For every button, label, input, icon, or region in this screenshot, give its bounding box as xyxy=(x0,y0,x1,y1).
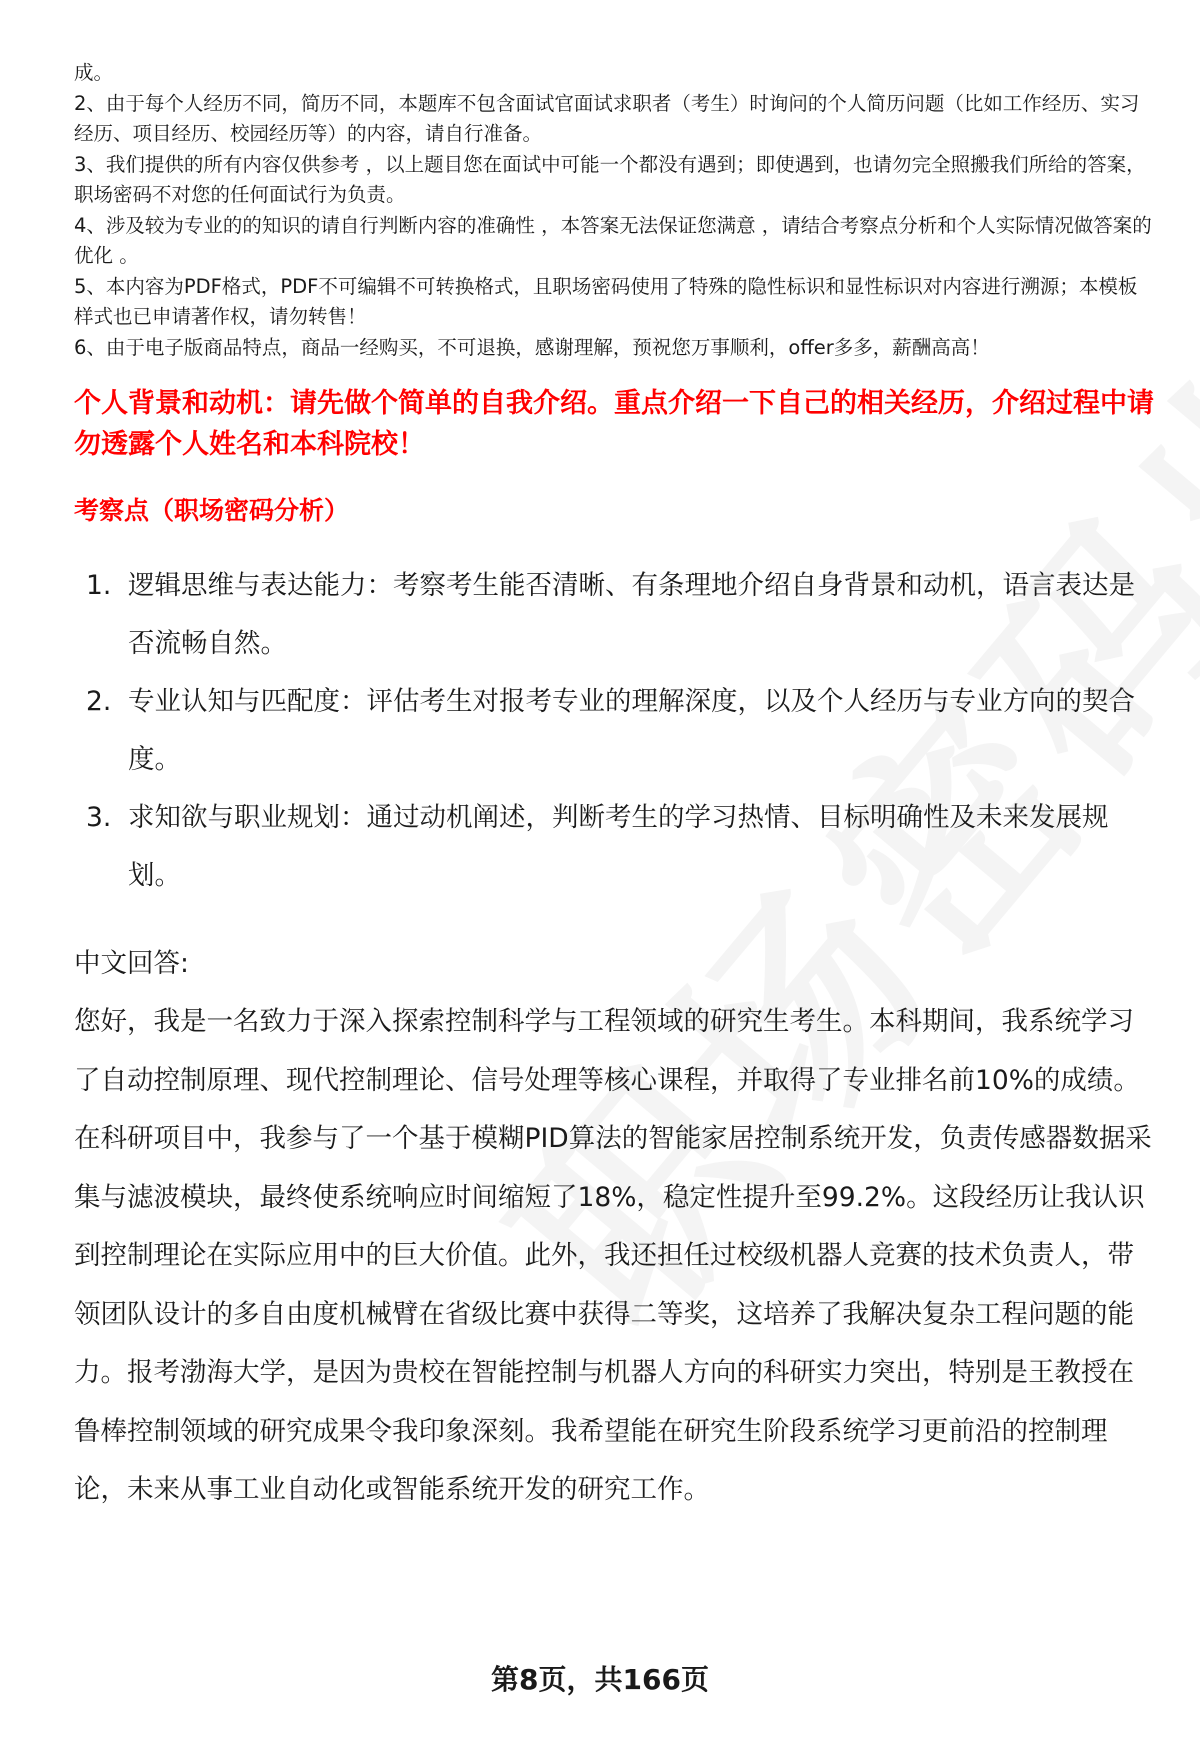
list-item xyxy=(74,789,1154,905)
note-2: 3、我们提供的所有内容仅供参考 ，以上题目您在面试中可能一个都没有遇到；即使遇到，也请勿完全照搬我们所给的答案，职场密码不对您的任何面试行为负责。 xyxy=(74,152,1146,206)
note-0: 成。 xyxy=(74,61,114,84)
note-1: 2、由于每个人经历不同，简历不同，本题库不包含面试官面试求职者（考生）时询问的个人简历问题（比如工作经历、实习经历、项目经历、校园经历等）的内容，请自行准备。 xyxy=(74,91,1140,145)
list-item-text: 求知欲与职业规划：通过动机阐述，判断考生的学习热情、目标明确性及未来发展规划。 xyxy=(128,802,1109,891)
page-content xyxy=(74,58,1154,1520)
list-item-text: 专业认知与匹配度：评估考生对报考专业的理解深度，以及个人经历与专业方向的契合度。 xyxy=(128,686,1135,775)
answer-text: 您好，我是一名致力于深入探索控制科学与工程领域的研究生考生。本科期间，我系统学习了自动控制原理、现代控制理论、信号处理等核心课程，并取得了专业排名前10%的成绩。在科研项目中，我参与了一个基于模糊PID算法的智能家居控制系统开发，负责传感器数据采集与滤波模块，最终使系统响应时间缩短了18%，稳定性提升至99.2%。这段经历让我认识到控制理论在实际应用中的巨大价值。此外，我还担任过校级机器人竞赛的技术负责人，带领团队设计的多自由度机械臂在省级比赛中获得二等奖，这培养了我解决复杂工程问题的能力。报考渤海大学，是因为贵校在智能控制与机器人方向的科研实力突出，特别是王教授在鲁棒控制领域的研究成果令我印象深刻。我希望能在研究生阶段系统学习更前沿的控制理论，未来从事工业自动化或智能系统开发的研究工作。 xyxy=(74,1006,1152,1505)
question-heading: 个人背景和动机：请先做个简单的自我介绍。重点介绍一下自己的相关经历，介绍过程中请勿透露个人姓名和本科院校！ xyxy=(74,388,1154,460)
note-3: 4、涉及较为专业的的知识的请自行判断内容的准确性 ，本答案无法保证您满意 ，请结合考察点分析和个人实际情况做答案的优化 。 xyxy=(74,213,1152,267)
note-5: 6、由于电子版商品特点，商品一经购买，不可退换，感谢理解，预祝您万事顺利，offer多多，薪酬高高！ xyxy=(74,335,990,359)
page-footer: 第8页，共166页 xyxy=(491,1663,709,1696)
list-item-number: 3. xyxy=(86,802,112,833)
note-4: 5、本内容为PDF格式，PDF不可编辑不可转换格式，且职场密码使用了特殊的隐性标识和显性标识对内容进行溯源；本模板样式也已申请著作权，请勿转售！ xyxy=(74,274,1138,328)
notes-section xyxy=(74,58,1154,363)
list-item xyxy=(74,673,1154,789)
list-item-number: 2. xyxy=(86,686,112,717)
analysis-points-list xyxy=(74,557,1154,905)
list-item-number: 1. xyxy=(86,570,112,601)
list-item xyxy=(74,557,1154,673)
answer-label: 中文回答: xyxy=(74,948,189,979)
section-title: 考察点（职场密码分析） xyxy=(74,496,350,525)
list-item-text: 逻辑思维与表达能力：考察考生能否清晰、有条理地介绍自身背景和动机，语言表达是否流畅自然。 xyxy=(128,570,1135,659)
